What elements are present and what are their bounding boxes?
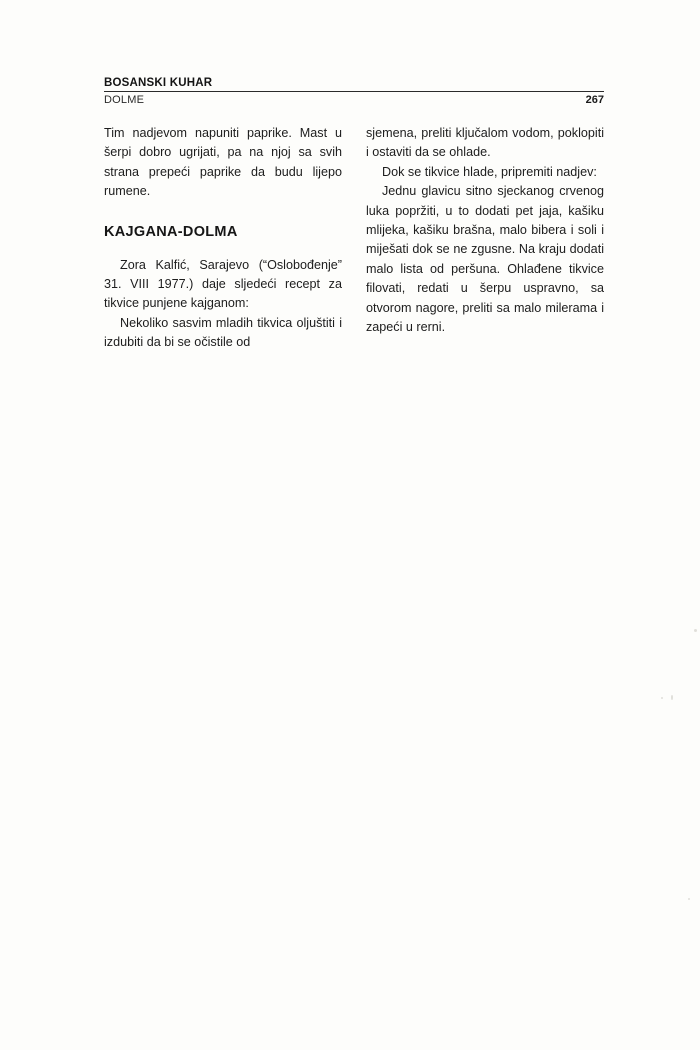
scan-speck <box>694 629 697 632</box>
recipe-heading: KAJGANA-DOLMA <box>104 223 238 240</box>
running-header <box>104 94 604 106</box>
scan-speck <box>671 695 673 700</box>
paragraph: Zora Kalfić, Sarajevo (“Oslobođenje” 31. VIII 1977.) daje sljedeći recept za tikvice punjene kajganom: <box>104 257 342 311</box>
paragraph: Nekoliko sasvim mladih tikvica oljuštiti i izdubiti da bi se očistile od <box>104 315 342 350</box>
page-number: 267 <box>585 94 604 106</box>
paragraph: Jednu glavicu sitno sjeckanog crvenog luka popržiti, u to dodati pet jaja, kašiku mlijeka, kašiku brašna, malo bibera i soli i miješati dok se ne zgusne. Na kraju dodati malo lista od peršuna. Ohlađene tikvice filovati, redati u šerpu uspravno, sa otvorom nagore, preliti sa malo milerama i zapeći u rerni. <box>366 184 604 335</box>
text-columns <box>104 124 604 353</box>
left-column <box>104 124 342 353</box>
page-content <box>104 76 604 353</box>
chapter-name: DOLME <box>104 94 145 106</box>
scan-speck <box>661 697 663 699</box>
paragraph: Dok se tikvice hlade, pripremiti nadjev: <box>382 164 597 179</box>
scan-speck <box>688 898 690 900</box>
paragraph: sjemena, preliti ključalom vodom, poklopiti i ostaviti da se ohlade. <box>366 126 604 160</box>
header-rule <box>104 91 604 92</box>
right-column <box>366 124 604 353</box>
paragraph: Tim nadjevom napuniti paprike. Mast u šerpi dobro ugrijati, pa na njoj sa svih strana prepeći paprike da budu lijepo rumene. <box>104 126 342 199</box>
book-title: BOSANSKI KUHAR <box>104 77 213 89</box>
